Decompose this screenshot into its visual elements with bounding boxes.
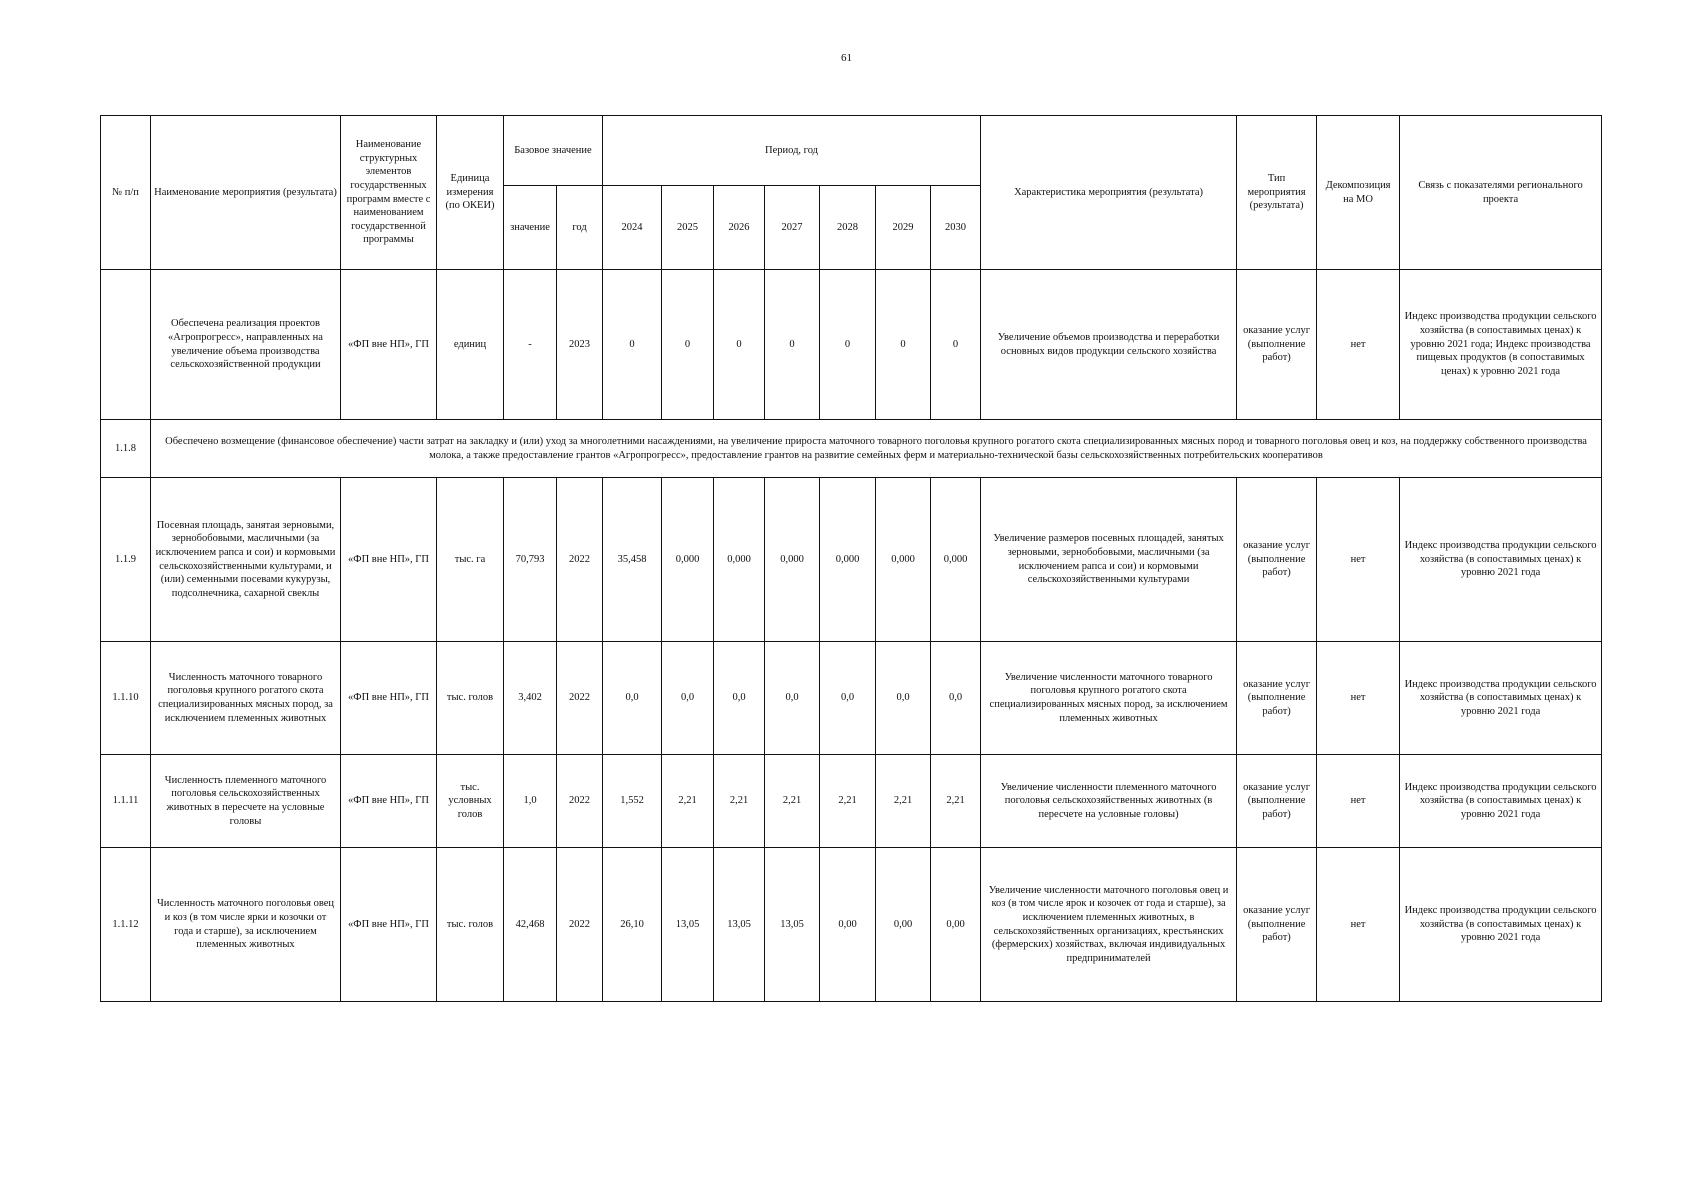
row-num: 1.1.9 [101, 478, 151, 642]
row-value: 0,000 [931, 478, 981, 642]
header-base: Базовое значение [504, 116, 603, 186]
row-value: 0,000 [765, 478, 820, 642]
header-characteristic: Характеристика мероприятия (результата) [981, 116, 1237, 270]
row-unit: тыс. условных голов [437, 755, 504, 848]
row-value: 13,05 [662, 848, 714, 1002]
row-structural: «ФП вне НП», ГП [341, 642, 437, 755]
header-year: 2024 [603, 186, 662, 270]
row-value: 0,0 [714, 642, 765, 755]
row-name: Численность маточного товарного поголовья крупного рогатого скота специализированных мясных пород, за исключением племенных животных [151, 642, 341, 755]
header-year: 2027 [765, 186, 820, 270]
row-value: 0 [931, 270, 981, 420]
row-value: 1,552 [603, 755, 662, 848]
row-value: 0,000 [662, 478, 714, 642]
row-value: 0,000 [714, 478, 765, 642]
header-structural: Наименование структурных элементов государственных программ вместе с наименованием государственной программы [341, 116, 437, 270]
row-value: 0,000 [876, 478, 931, 642]
row-value: 0 [714, 270, 765, 420]
row-characteristic: Увеличение численности маточного товарного поголовья крупного рогатого скота специализированных мясных пород, за исключением племенных животных [981, 642, 1237, 755]
row-decomposition: нет [1317, 270, 1400, 420]
header-num: № п/п [101, 116, 151, 270]
row-structural: «ФП вне НП», ГП [341, 478, 437, 642]
row-base-value: 70,793 [504, 478, 557, 642]
activities-table [100, 115, 1602, 1002]
row-link: Индекс производства продукции сельского хозяйства (в сопоставимых ценах) к уровню 2021 года [1400, 755, 1602, 848]
header-year: 2025 [662, 186, 714, 270]
header-period: Период, год [603, 116, 981, 186]
row-structural: «ФП вне НП», ГП [341, 270, 437, 420]
row-base-value: 42,468 [504, 848, 557, 1002]
row-unit: тыс. голов [437, 642, 504, 755]
row-base-year: 2022 [557, 478, 603, 642]
row-unit: единиц [437, 270, 504, 420]
row-value: 13,05 [765, 848, 820, 1002]
row-value: 0,00 [820, 848, 876, 1002]
row-value: 2,21 [662, 755, 714, 848]
row-type: оказание услуг (выполнение работ) [1237, 755, 1317, 848]
header-year: 2028 [820, 186, 876, 270]
row-characteristic: Увеличение размеров посевных площадей, занятых зерновыми, зернобобовыми, масличными (за исключением рапса и сои) и кормовыми сельскохозяйственными культурами [981, 478, 1237, 642]
section-text: Обеспечено возмещение (финансовое обеспечение) части затрат на закладку и (или) уход за многолетними насаждениями, на увеличение прироста маточного товарного поголовья крупного рогатого скота специализированных мясных пород и товарного поголовья овец и коз, на поддержку собственного производства молока, а также предоставление грантов «Агропрогресс», предоставление грантов на развитие семейных ферм и материально-технической базы сельскохозяйственных потребительских кооперативов [151, 420, 1602, 478]
header-type: Тип мероприятия (результата) [1237, 116, 1317, 270]
row-type: оказание услуг (выполнение работ) [1237, 642, 1317, 755]
header-unit: Единица измерения (по ОКЕИ) [437, 116, 504, 270]
table-row [101, 478, 1602, 642]
row-name: Численность маточного поголовья овец и коз (в том числе ярки и козочки от года и старше), за исключением племенных животных [151, 848, 341, 1002]
row-num: 1.1.10 [101, 642, 151, 755]
row-value: 0,0 [931, 642, 981, 755]
row-value: 0 [662, 270, 714, 420]
row-value: 2,21 [820, 755, 876, 848]
row-link: Индекс производства продукции сельского хозяйства (в сопоставимых ценах) к уровню 2021 года [1400, 642, 1602, 755]
row-type: оказание услуг (выполнение работ) [1237, 270, 1317, 420]
row-link: Индекс производства продукции сельского хозяйства (в сопоставимых ценах) к уровню 2021 года [1400, 848, 1602, 1002]
row-value: 0 [603, 270, 662, 420]
row-value: 2,21 [876, 755, 931, 848]
row-base-value: - [504, 270, 557, 420]
row-link: Индекс производства продукции сельского хозяйства (в сопоставимых ценах) к уровню 2021 года [1400, 478, 1602, 642]
row-num: 1.1.12 [101, 848, 151, 1002]
page-number: 61 [841, 52, 852, 64]
row-value: 13,05 [714, 848, 765, 1002]
row-value: 35,458 [603, 478, 662, 642]
row-value: 2,21 [714, 755, 765, 848]
row-name: Численность племенного маточного поголовья сельскохозяйственных животных в пересчете на условные головы [151, 755, 341, 848]
row-value: 2,21 [931, 755, 981, 848]
row-value: 26,10 [603, 848, 662, 1002]
row-name: Обеспечена реализация проектов «Агропрогресс», направленных на увеличение объема производства сельскохозяйственной продукции [151, 270, 341, 420]
row-base-value: 3,402 [504, 642, 557, 755]
row-value: 0 [876, 270, 931, 420]
table-row [101, 848, 1602, 1002]
row-value: 0,0 [603, 642, 662, 755]
row-base-year: 2023 [557, 270, 603, 420]
row-decomposition: нет [1317, 642, 1400, 755]
row-num: 1.1.8 [101, 420, 151, 478]
row-value: 0 [820, 270, 876, 420]
table-row [101, 270, 1602, 420]
row-value: 0,0 [820, 642, 876, 755]
row-value: 0,00 [931, 848, 981, 1002]
row-structural: «ФП вне НП», ГП [341, 848, 437, 1002]
row-value: 0,00 [876, 848, 931, 1002]
row-num: 1.1.11 [101, 755, 151, 848]
row-value: 2,21 [765, 755, 820, 848]
row-name: Посевная площадь, занятая зерновыми, зернобобовыми, масличными (за исключением рапса и сои) и кормовыми сельскохозяйственными культурами, и (или) семенными посевами кукурузы, подсолнечника, сахарной свеклы [151, 478, 341, 642]
header-decomposition: Декомпозиция на МО [1317, 116, 1400, 270]
row-type: оказание услуг (выполнение работ) [1237, 478, 1317, 642]
row-structural: «ФП вне НП», ГП [341, 755, 437, 848]
row-value: 0,0 [876, 642, 931, 755]
section-row [101, 420, 1602, 478]
header-base-year: год [557, 186, 603, 270]
row-base-year: 2022 [557, 755, 603, 848]
row-num [101, 270, 151, 420]
row-decomposition: нет [1317, 848, 1400, 1002]
row-value: 0,000 [820, 478, 876, 642]
row-decomposition: нет [1317, 478, 1400, 642]
row-unit: тыс. голов [437, 848, 504, 1002]
table-row [101, 755, 1602, 848]
row-type: оказание услуг (выполнение работ) [1237, 848, 1317, 1002]
row-base-year: 2022 [557, 642, 603, 755]
header-year: 2029 [876, 186, 931, 270]
row-decomposition: нет [1317, 755, 1400, 848]
row-characteristic: Увеличение численности племенного маточного поголовья сельскохозяйственных животных (в пересчете на условные головы) [981, 755, 1237, 848]
header-row-1 [101, 116, 1602, 186]
header-base-value: значение [504, 186, 557, 270]
row-link: Индекс производства продукции сельского хозяйства (в сопоставимых ценах) к уровню 2021 года; Индекс производства пищевых продуктов (в сопоставимых ценах) к уровню 2021 года [1400, 270, 1602, 420]
row-base-value: 1,0 [504, 755, 557, 848]
row-value: 0,0 [765, 642, 820, 755]
header-year: 2030 [931, 186, 981, 270]
row-base-year: 2022 [557, 848, 603, 1002]
table-row [101, 642, 1602, 755]
header-name: Наименование мероприятия (результата) [151, 116, 341, 270]
row-unit: тыс. га [437, 478, 504, 642]
row-value: 0 [765, 270, 820, 420]
header-year: 2026 [714, 186, 765, 270]
row-value: 0,0 [662, 642, 714, 755]
row-characteristic: Увеличение объемов производства и переработки основных видов продукции сельского хозяйства [981, 270, 1237, 420]
header-link: Связь с показателями регионального проекта [1400, 116, 1602, 270]
row-characteristic: Увеличение численности маточного поголовья овец и коз (в том числе ярок и козочек от года и старше), за исключением племенных животных, в сельскохозяйственных организациях, крестьянских (фермерских) хозяйствах, включая индивидуальных предпринимателей [981, 848, 1237, 1002]
